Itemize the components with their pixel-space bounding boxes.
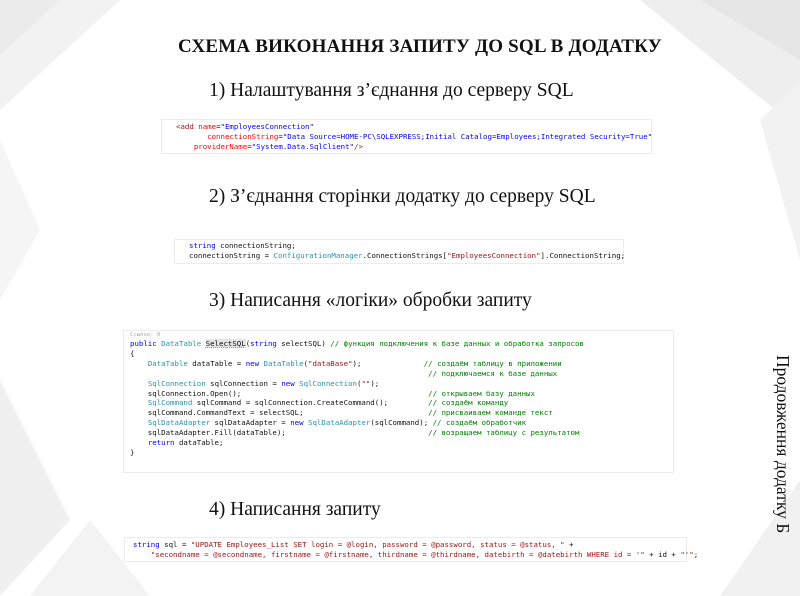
code-line: public DataTable SelectSQL(string selectSQL) // функция подключения к базе данных и обработка запросов (130, 339, 584, 348)
code-block-connection-config (162, 120, 651, 153)
code-line: sqlDataAdapter.Fill(dataTable); // возращаем таблицу с результатом (130, 428, 580, 438)
step-2-heading: 2) З’єднання сторінки додатку до серверу SQL (209, 186, 596, 207)
side-label-appendix: Продовження додатку Б (773, 355, 793, 534)
code-line: string sql = "UPDATE Employees_List SET login = @login, password = @password, status = @status, " + (133, 540, 574, 549)
code-line: connectionString="Data Source=HOME-PC\SQLEXPRESS;Initial Catalog=Employees;Integrated Security=True" (207, 131, 653, 141)
code-block-update-query (125, 538, 699, 561)
code-line: return dataTable; (147, 438, 224, 448)
code-line: SqlCommand sqlCommand = sqlConnection.CreateCommand(); // создаём команду (147, 398, 509, 408)
code-line: { (130, 348, 135, 358)
step-3-heading: 3) Написання «логіки» обробки запиту (209, 290, 532, 311)
step-4-heading: 4) Написання запиту (209, 499, 381, 520)
code-line: } (130, 447, 135, 457)
code-line: <add name="EmployeesConnection" (176, 122, 314, 131)
code-line: connectionString = ConfigurationManager.ConnectionStrings["EmployeesConnection"].ConnectionString; (189, 250, 626, 260)
code-block-select-sql (124, 331, 673, 472)
code-line: SqlDataAdapter sqlDataAdapter = new SqlDataAdapter(sqlCommand); // создаём обработчик (147, 418, 527, 428)
code-line: // подключаемся к базе данных (428, 368, 558, 378)
code-line: SqlConnection sqlConnection = new SqlConnection(""); (147, 378, 380, 388)
code-block-connection-string (175, 240, 626, 263)
code-line: "secondname = @secondname, firstname = @firstname, thirdname = @thirdname, datebirth = @datebirth WHERE id = '" + id + "'"; (150, 549, 699, 559)
code-line: providerName="System.Data.SqlClient"/> (193, 141, 363, 151)
slide-title: СХЕМА ВИКОНАННЯ ЗАПИТУ ДО SQL В ДОДАТКУ (178, 36, 662, 57)
code-references-hint: Ссылок: 0 (130, 332, 161, 338)
code-line: sqlConnection.Open(); // открываем базу данных (130, 388, 535, 398)
step-1-heading: 1) Налаштування з’єднання до серверу SQL (209, 80, 574, 101)
code-line: DataTable dataTable = new DataTable("dataBase"); // создаём таблицу в приложении (147, 358, 562, 368)
code-line: sqlCommand.CommandText = selectSQL; // присваиваем команде текст (130, 408, 553, 418)
code-line: string connectionString; (189, 241, 296, 250)
